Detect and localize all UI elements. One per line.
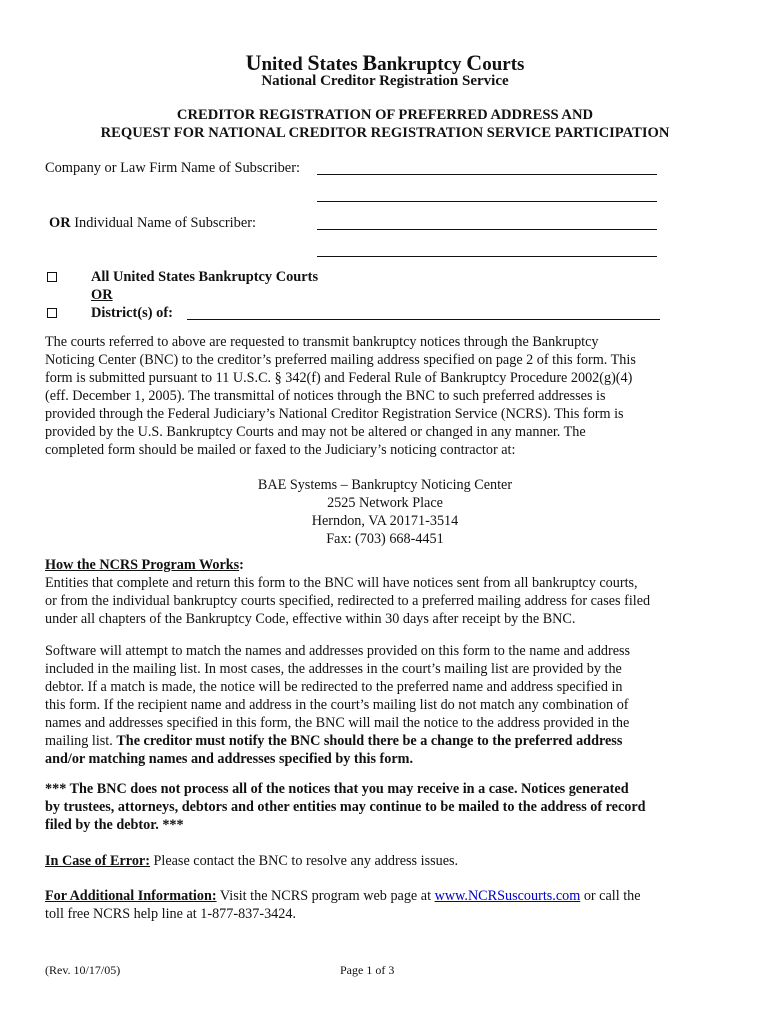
form-heading-line-1: CREDITOR REGISTRATION OF PREFERRED ADDRESS AND <box>176 107 594 123</box>
error-section: In Case of Error: Please contact the BNC to resolve any address issues. <box>45 853 459 869</box>
page-title: United States Bankruptcy Courts <box>245 50 525 75</box>
all-courts-checkbox[interactable] <box>47 272 57 282</box>
intro-paragraph: The courts referred to above are requested to transmit bankruptcy notices through the Bankruptcy Noticing Center (BNC) to the creditor’s preferred mailing address specified on page 2 of this form. This form is submitted pursuant to 11 U.S.C. § 342(f) and Federal Rule of Bankruptcy Procedure 2002(g)(4) (eff. December 1, 2005). The transmittal of notices through the BNC to such preferred addresses is provided through the Federal Judiciary’s National Creditor Registration Service (NCRS). This form is provided by the U.S. Bankruptcy Courts and may not be altered or changed in any manner. The completed form should be mailed or faxed to the Judiciary’s noticing contractor at: <box>45 334 636 458</box>
page-subtitle: National Creditor Registration Service <box>261 73 509 89</box>
software-paragraph: Software will attempt to match the names and addresses provided on this form to the name and address included in the mailing list. In most cases, the addresses in the court’s mailing list are provided by the debtor. If a match is made, the notice will be redirected to the preferred name and address specified in this form. If the recipient name and address in the court’s mailing list do not match any combination of names and addresses specified in this form, the BNC will mail the notice to the address provided in the mailing list. The creditor must notify the BNC should there be a change to the preferred address and/or matching names and addresses specified by this form. <box>45 643 631 767</box>
districts-field[interactable] <box>187 319 660 320</box>
how-it-works-section: How the NCRS Program Works: Entities that complete and return this form to the BNC will have notices sent from all bankruptcy courts, or from the individual bankruptcy courts specified, redirected to a preferred mailing address for cases filed under all chapters of the Bankruptcy Code, effective within 30 days after receipt by the BNC. <box>45 557 651 627</box>
ncrs-website-link[interactable]: www.NCRSuscourts.com <box>434 888 581 904</box>
courts-or-label: OR <box>91 287 113 303</box>
company-name-label: Company or Law Firm Name of Subscriber: <box>45 160 300 176</box>
districts-checkbox[interactable] <box>47 308 57 318</box>
company-name-field-line-2[interactable] <box>317 201 657 202</box>
additional-info-section: For Additional Information: Visit the NCRS program web page at www.NCRSuscourts.com or call the toll free NCRS help line at 1-877-837-3424. <box>45 888 641 922</box>
bnc-address-block: BAE Systems – Bankruptcy Noticing Center 2525 Network Place Herndon, VA 20171-3514 Fax: (703) 668-4451 <box>257 477 513 547</box>
bnc-notice-paragraph: *** The BNC does not process all of the notices that you may receive in a case. Notices generated by trustees, attorneys, debtors and other entities may continue to be mailed to the address of record filed by the debtor. *** <box>45 781 646 833</box>
individual-name-field-line-2[interactable] <box>317 256 657 257</box>
additional-info-heading: For Additional Information: <box>45 888 217 904</box>
individual-name-field[interactable] <box>317 229 657 230</box>
company-name-field[interactable] <box>317 174 657 175</box>
error-heading: In Case of Error: <box>45 853 150 869</box>
all-courts-label: All United States Bankruptcy Courts <box>91 269 319 285</box>
page-number: Page 1 of 3 <box>340 963 395 977</box>
revision-label: (Rev. 10/17/05) <box>45 963 121 977</box>
individual-name-label: OR Individual Name of Subscriber: <box>49 215 257 231</box>
notify-bnc-notice: The creditor must notify the BNC should there be a change to the preferred address <box>116 733 623 749</box>
form-heading-line-2: REQUEST FOR NATIONAL CREDITOR REGISTRATION SERVICE PARTICIPATION <box>100 125 670 141</box>
or-label: OR <box>49 215 71 231</box>
how-it-works-heading: How the NCRS Program Works <box>45 557 240 573</box>
districts-label: District(s) of: <box>91 305 173 321</box>
